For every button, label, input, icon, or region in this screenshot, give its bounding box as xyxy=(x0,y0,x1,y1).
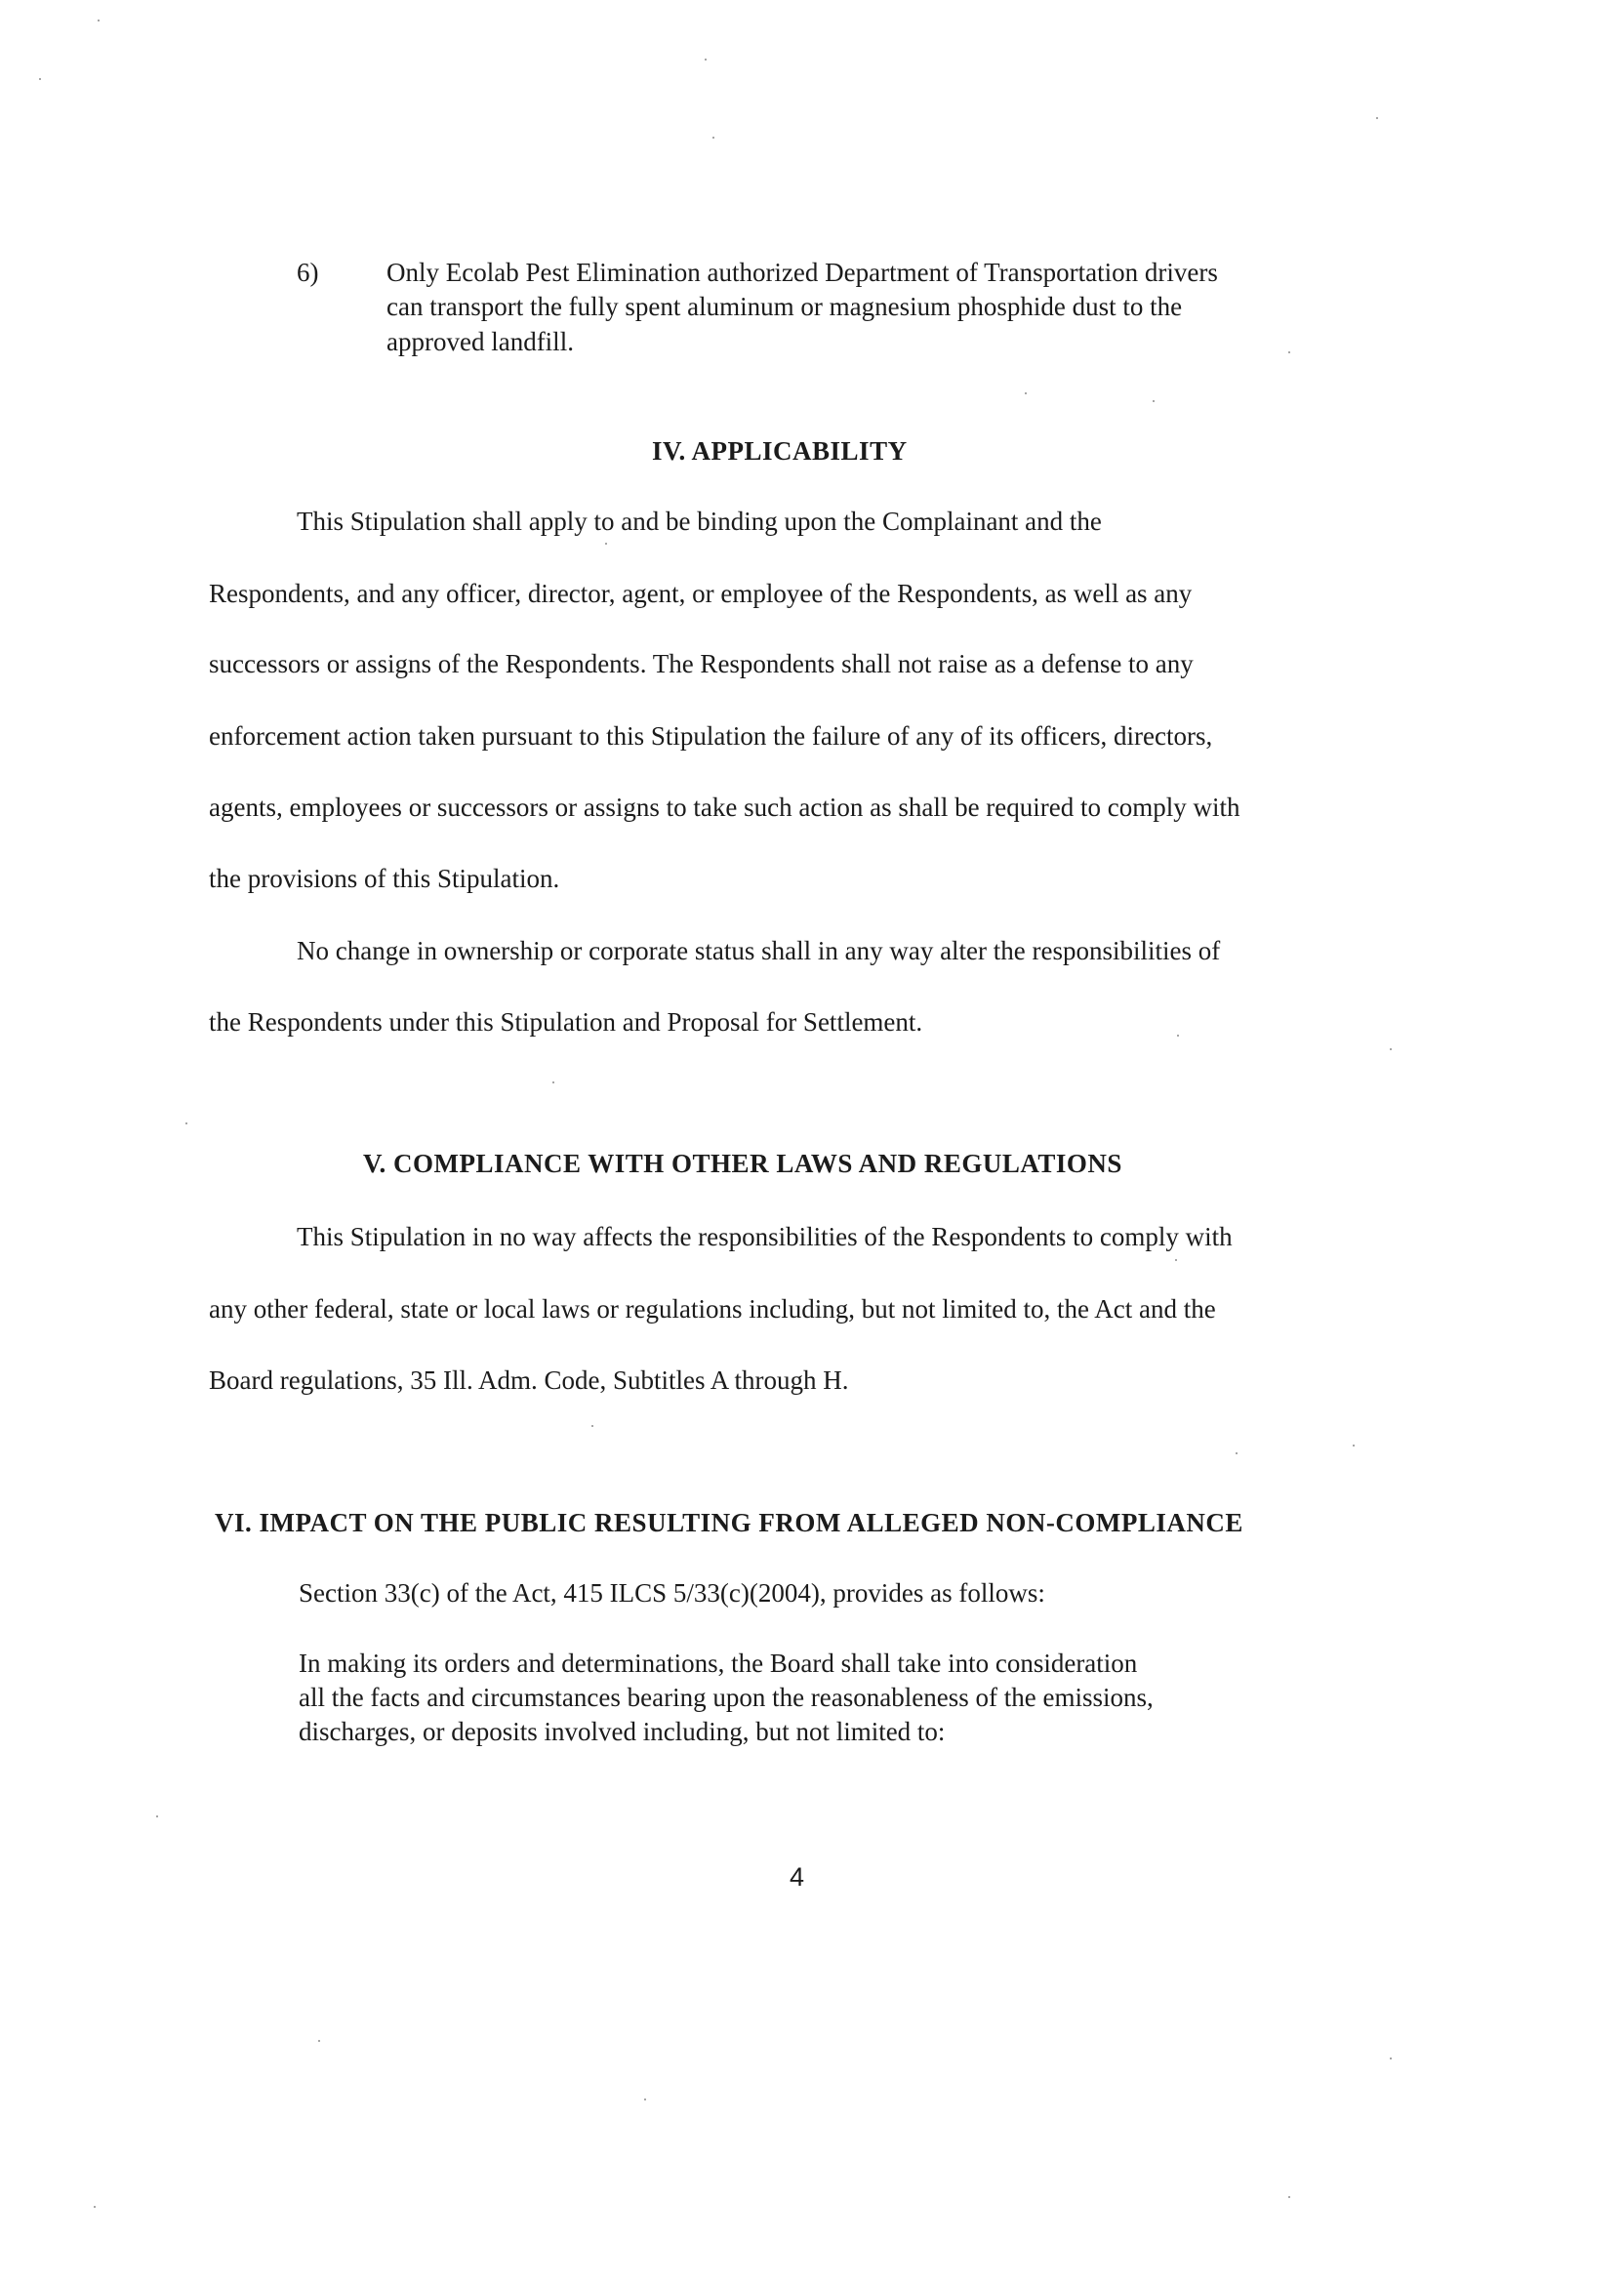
scan-speck xyxy=(39,78,41,80)
paragraph-line: Board regulations, 35 Ill. Adm. Code, Subtitles A through H. xyxy=(209,1365,849,1395)
item-number: 6) xyxy=(297,258,319,287)
section-heading: VI. IMPACT ON THE PUBLIC RESULTING FROM ALLEGED NON-COMPLIANCE xyxy=(215,1508,1243,1537)
quote-line: In making its orders and determinations, the Board shall take into consideration xyxy=(299,1649,1138,1678)
page-number: 4 xyxy=(790,1862,805,1892)
paragraph-line: the provisions of this Stipulation. xyxy=(209,864,560,893)
scan-speck xyxy=(1288,2196,1290,2198)
section-heading: V. COMPLIANCE WITH OTHER LAWS AND REGULATIONS xyxy=(363,1149,1122,1178)
paragraph-line: Respondents, and any officer, director, agent, or employee of the Respondents, as well as any xyxy=(209,579,1193,608)
item-text-line: can transport the fully spent aluminum or magnesium phosphide dust to the xyxy=(386,292,1183,321)
scan-speck xyxy=(605,543,607,545)
scan-speck xyxy=(1288,351,1290,353)
scan-speck xyxy=(318,2040,320,2042)
scan-speck xyxy=(1390,1048,1392,1050)
paragraph-line: Section 33(c) of the Act, 415 ILCS 5/33(c)(2004), provides as follows: xyxy=(299,1578,1045,1608)
scan-speck xyxy=(156,1815,158,1817)
paragraph-line: any other federal, state or local laws or regulations including, but not limited to, the Act and the xyxy=(209,1294,1216,1324)
scan-speck xyxy=(185,1122,187,1124)
scan-speck xyxy=(1390,2058,1392,2059)
item-text-line: approved landfill. xyxy=(386,327,574,356)
paragraph-line: enforcement action taken pursuant to this Stipulation the failure of any of its officers, directors, xyxy=(209,721,1213,751)
scan-speck xyxy=(94,2206,96,2208)
scan-speck xyxy=(1025,392,1027,394)
scan-speck xyxy=(644,2099,646,2100)
scan-speck xyxy=(712,137,714,139)
paragraph-line: the Respondents under this Stipulation and Proposal for Settlement. xyxy=(209,1007,923,1037)
scan-speck xyxy=(1353,1445,1355,1447)
quote-line: discharges, or deposits involved including, but not limited to: xyxy=(299,1717,946,1746)
item-text-line: Only Ecolab Pest Elimination authorized Department of Transportation drivers xyxy=(386,258,1218,287)
scan-speck xyxy=(1376,117,1378,119)
scan-speck xyxy=(1177,1035,1179,1037)
section-heading: IV. APPLICABILITY xyxy=(652,436,908,466)
scan-speck xyxy=(1153,400,1155,402)
paragraph-line: This Stipulation shall apply to and be binding upon the Complainant and the xyxy=(297,507,1102,536)
paragraph-line: This Stipulation in no way affects the responsibilities of the Respondents to comply with xyxy=(297,1222,1233,1251)
scan-speck xyxy=(98,20,100,21)
paragraph-line: No change in ownership or corporate status shall in any way alter the responsibilities of xyxy=(297,936,1221,965)
scan-speck xyxy=(1236,1452,1238,1454)
paragraph-line: successors or assigns of the Respondents. The Respondents shall not raise as a defense to any xyxy=(209,649,1194,678)
paragraph-line: agents, employees or successors or assigns to take such action as shall be required to comply with xyxy=(209,793,1240,822)
quote-line: all the facts and circumstances bearing upon the reasonableness of the emissions, xyxy=(299,1683,1154,1712)
scan-speck xyxy=(1175,1259,1177,1261)
scan-speck xyxy=(705,59,707,61)
scan-speck xyxy=(591,1425,593,1427)
scan-speck xyxy=(552,1081,554,1083)
